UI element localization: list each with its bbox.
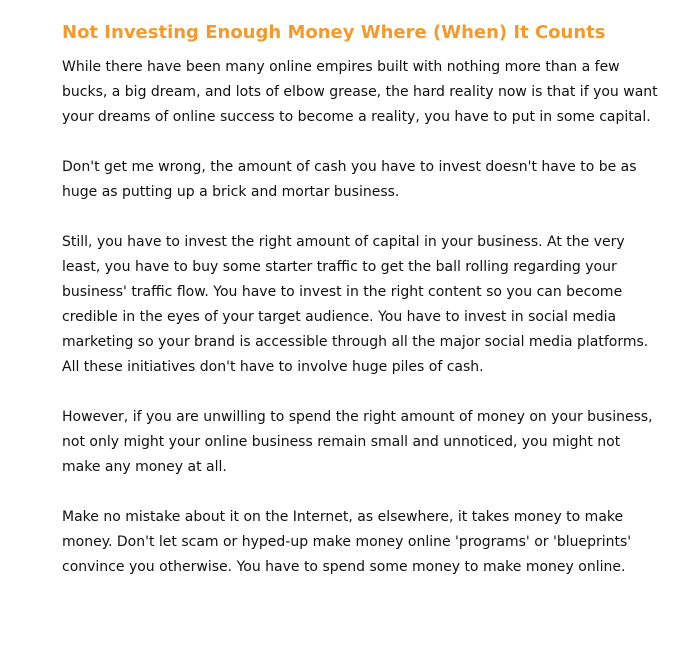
- paragraph-5: Make no mistake about it on the Internet, as elsewhere, it takes money to make money. Don't let scam or hyped-up make money online 'programs' or 'blueprints' convince you otherwise. You have to spend some money to make money online.: [62, 509, 632, 575]
- paragraph-1: While there have been many online empires built with nothing more than a few bucks, a big dream, and lots of elbow grease, the hard reality now is that if you want your dreams of online success to become a reality, you have to put in some capital.: [62, 59, 658, 125]
- paragraph-3: Still, you have to invest the right amount of capital in your business. At the very least, you have to buy some starter traffic to get the ball rolling regarding your business' traffic flow. You have to invest in the right content so you can become credible in the eyes of your target audience. You have to invest in social media marketing so your brand is accessible through all the major social media platforms. All these initiatives don't have to involve huge piles of cash.: [62, 234, 649, 375]
- article-title: Not Investing Enough Money Where (When) It Counts: [62, 22, 606, 43]
- paragraph-2: Don't get me wrong, the amount of cash you have to invest doesn't have to be as huge as putting up a brick and mortar business.: [62, 159, 637, 200]
- article: [62, 20, 662, 580]
- paragraph-4: However, if you are unwilling to spend the right amount of money on your business, not only might your online business remain small and unnoticed, you might not make any money at all.: [62, 409, 653, 475]
